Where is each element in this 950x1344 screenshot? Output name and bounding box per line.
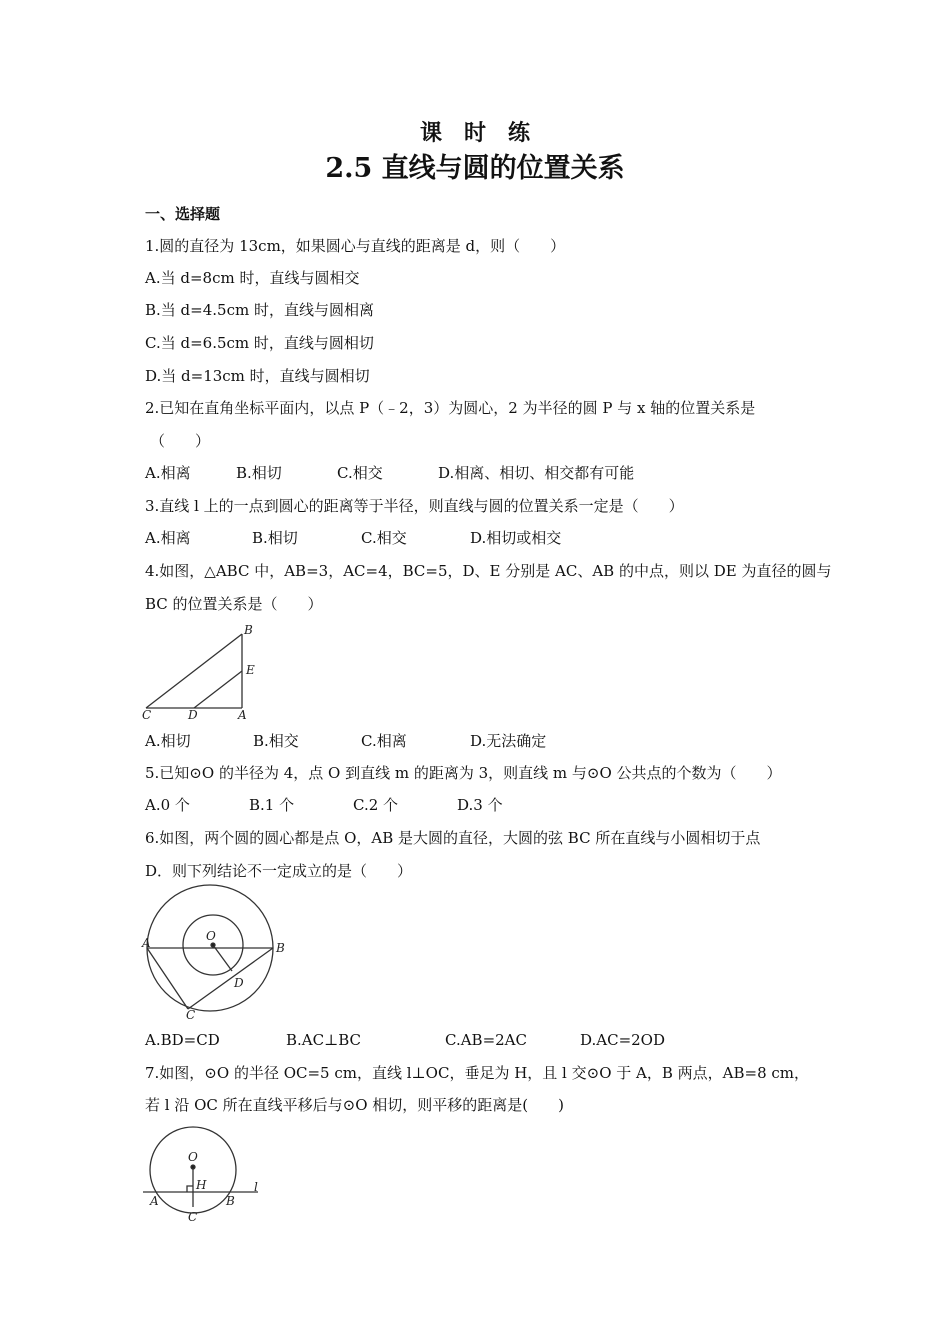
label-o: O [188, 1150, 198, 1164]
question-2-option-a[interactable]: A.相离 [145, 464, 191, 482]
question-3-option-b[interactable]: B.相切 [252, 529, 298, 547]
question-6-stem-cont: D．则下列结论不一定成立的是（ ） [145, 862, 413, 880]
question-1-stem: 1.圆的直径为 13cm，如果圆心与直线的距离是 d，则（ ） [145, 237, 566, 255]
question-5-option-a[interactable]: A.0 个 [145, 796, 190, 814]
question-2-option-d[interactable]: D.相离、相切、相交都有可能 [438, 464, 635, 482]
question-5-option-c[interactable]: C.2 个 [353, 796, 399, 814]
question-1-option-d[interactable]: D.当 d=13cm 时，直线与圆相切 [145, 367, 370, 385]
label-c: C [186, 1008, 196, 1022]
label-o: O [206, 929, 216, 943]
label-c: C [142, 708, 152, 722]
label-b: B [276, 941, 285, 955]
label-d: D [188, 708, 198, 722]
question-3-stem: 3.直线 l 上的一点到圆心的距离等于半径，则直线与圆的位置关系一定是（ ） [145, 497, 684, 515]
question-6-option-a[interactable]: A.BD=CD [145, 1031, 220, 1049]
label-b: B [226, 1194, 235, 1208]
label-a: A [238, 708, 247, 722]
radius-od [213, 945, 232, 971]
question-3-option-d[interactable]: D.相切或相交 [470, 529, 562, 547]
page-label: 课 时 练 [419, 120, 530, 146]
question-5-option-b[interactable]: B.1 个 [249, 796, 295, 814]
question-4-option-a[interactable]: A.相切 [145, 732, 191, 750]
question-2-stem: 2.已知在直角坐标平面内，以点 P（﹣2，3）为圆心，2 为半径的圆 P 与 x 轴的位置关系是 [145, 399, 756, 417]
label-e: E [246, 663, 255, 677]
label-l: l [254, 1180, 258, 1194]
question-5-stem: 5.已知⊙O 的半径为 4，点 O 到直线 m 的距离为 3，则直线 m 与⊙O 公共点的个数为（ ） [145, 764, 782, 782]
question-4-option-b[interactable]: B.相交 [253, 732, 299, 750]
question-3-option-c[interactable]: C.相交 [361, 529, 407, 547]
triangle-figure [138, 622, 263, 722]
section-heading: 一、选择题 [145, 205, 221, 223]
label-h: H [196, 1178, 207, 1192]
question-1-option-c[interactable]: C.当 d=6.5cm 时，直线与圆相切 [145, 334, 374, 352]
side-bc [146, 634, 242, 708]
label-a: A [142, 936, 151, 950]
question-6-option-c[interactable]: C.AB=2AC [445, 1031, 527, 1049]
question-6-option-d[interactable]: D.AC=2OD [580, 1031, 666, 1049]
question-7-stem: 7.如图，⊙O 的半径 OC=5 cm，直线 l⊥OC，垂足为 H，且 l 交⊙O 于 A，B 两点，AB=8 cm， [145, 1064, 810, 1082]
question-2-option-c[interactable]: C.相交 [337, 464, 383, 482]
concentric-circles-figure [140, 885, 290, 1020]
question-6-option-b[interactable]: B.AC⊥BC [286, 1031, 361, 1049]
right-angle-mark [187, 1186, 193, 1192]
page-title: 2.5 直线与圆的位置关系 [325, 153, 625, 184]
question-4-stem: 4.如图，△ABC 中，AB=3，AC=4，BC=5，D、E 分别是 AC、AB 的中点，则以 DE 为直径的圆与 [145, 562, 832, 580]
question-4-stem-cont: BC 的位置关系是（ ） [145, 595, 323, 613]
question-7-stem-cont: 若 l 沿 OC 所在直线平移后与⊙O 相切，则平移的距离是( ) [145, 1096, 564, 1114]
circle-chord-figure [140, 1125, 270, 1225]
question-5-option-d[interactable]: D.3 个 [457, 796, 503, 814]
label-c: C [188, 1210, 198, 1224]
center-o [191, 1165, 195, 1169]
center-o [211, 943, 215, 947]
question-1-option-a[interactable]: A.当 d=8cm 时，直线与圆相交 [145, 269, 360, 287]
question-3-option-a[interactable]: A.相离 [145, 529, 191, 547]
question-2-option-b[interactable]: B.相切 [236, 464, 282, 482]
question-6-stem: 6.如图，两个圆的圆心都是点 O，AB 是大圆的直径，大圆的弦 BC 所在直线与小圆相切于点 [145, 829, 761, 847]
question-4-option-c[interactable]: C.相离 [361, 732, 407, 750]
segment-de [194, 671, 242, 708]
label-a: A [150, 1194, 159, 1208]
question-4-option-d[interactable]: D.无法确定 [470, 732, 547, 750]
question-1-option-b[interactable]: B.当 d=4.5cm 时，直线与圆相离 [145, 301, 374, 319]
chord-bc [188, 948, 273, 1009]
label-b: B [244, 623, 253, 637]
chord-ac [147, 948, 188, 1009]
label-d: D [234, 976, 244, 990]
question-2-stem-cont: （ ） [150, 432, 211, 450]
